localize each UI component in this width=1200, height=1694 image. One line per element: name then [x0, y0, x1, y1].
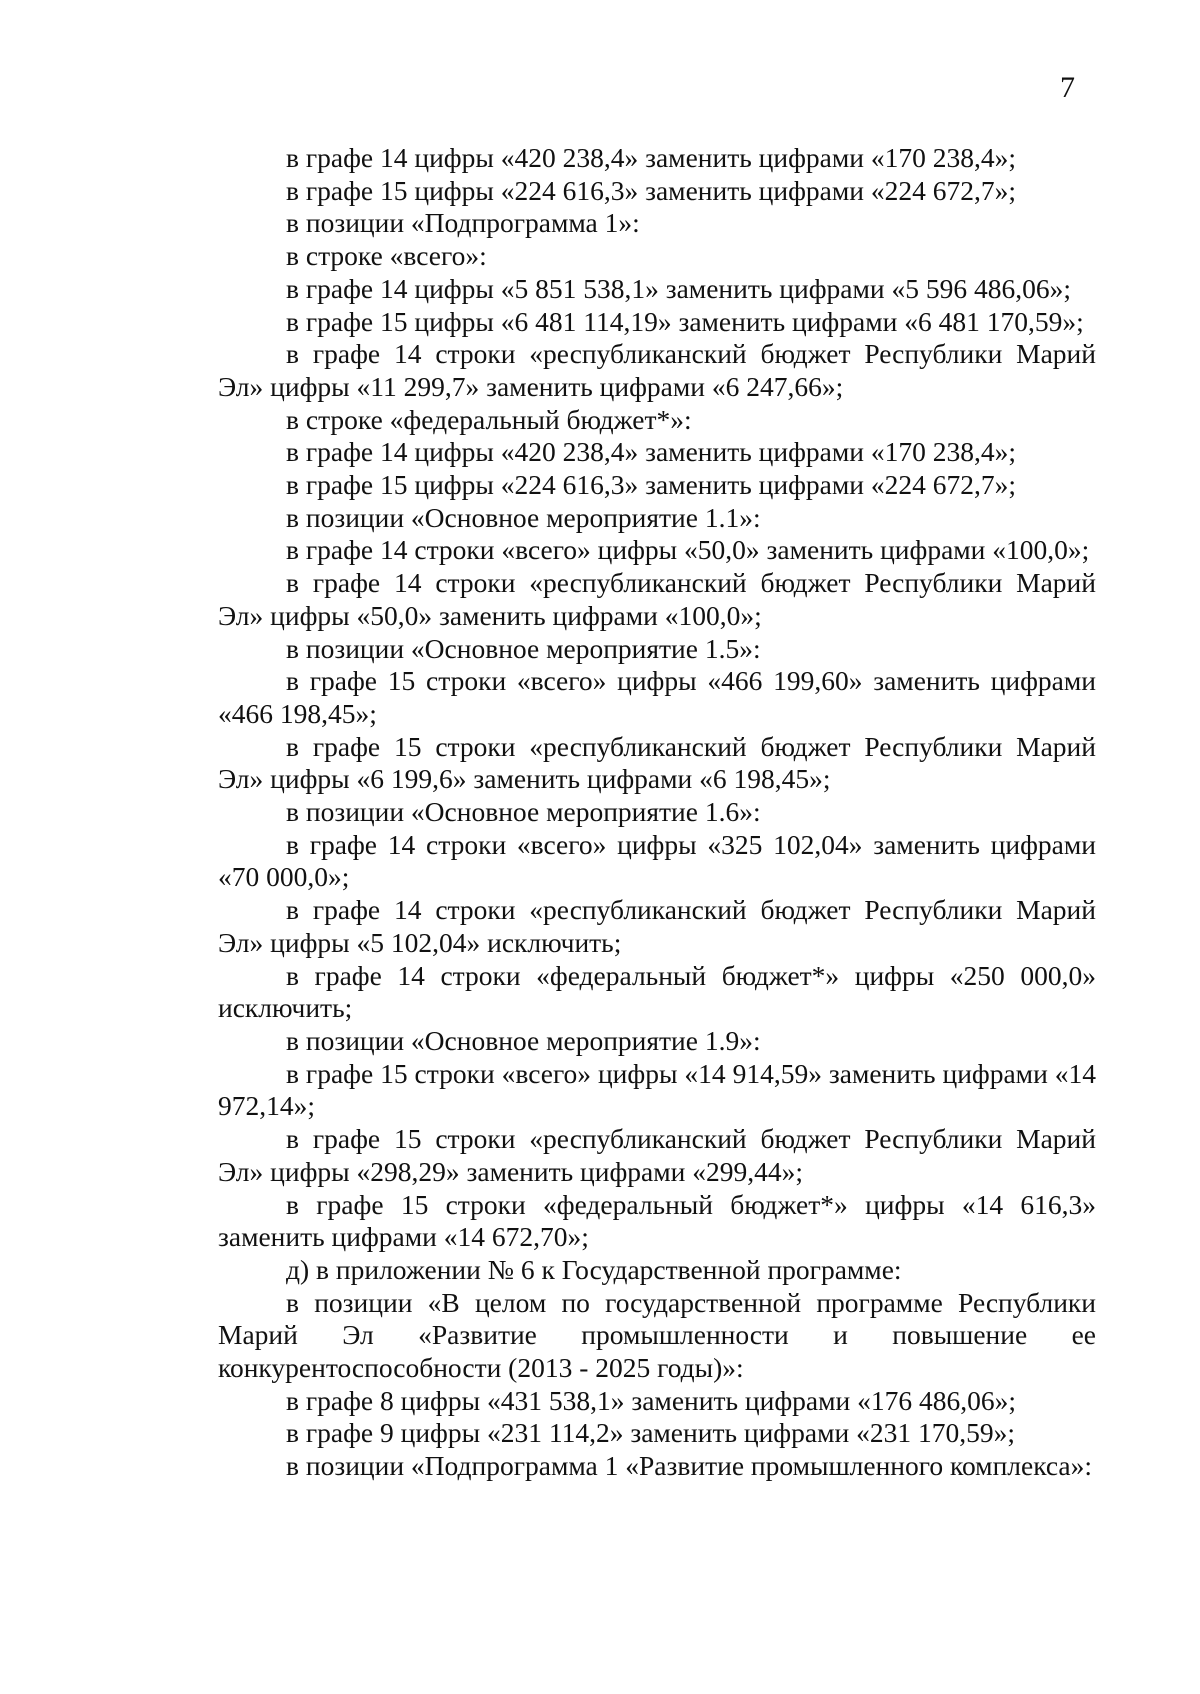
paragraph: в графе 14 строки «всего» цифры «325 102,04» заменить цифрами «70 000,0»; [218, 828, 1096, 893]
paragraph: в графе 14 строки «федеральный бюджет*» цифры «250 000,0» исключить; [218, 959, 1096, 1024]
document-body [218, 142, 1096, 1483]
paragraph: в графе 8 цифры «431 538,1» заменить цифрами «176 486,06»; [286, 1384, 1016, 1416]
paragraph: в графе 14 строки «всего» цифры «50,0» заменить цифрами «100,0»; [286, 534, 1090, 566]
paragraph: в графе 15 строки «всего» цифры «466 199,60» заменить цифрами «466 198,45»; [218, 665, 1096, 729]
paragraph: в графе 14 строки «республиканский бюджет Республики Марий Эл» цифры «11 299,7» заменить цифрами «6 247,66»; [218, 338, 1096, 402]
paragraph: в позиции «Подпрограмма 1 «Развитие промышленного комплекса»: [286, 1450, 1093, 1482]
paragraph: в позиции «Подпрограмма 1»: [286, 207, 640, 239]
paragraph: в графе 15 цифры «6 481 114,19» заменить цифрами «6 481 170,59»; [286, 305, 1084, 337]
paragraph: в графе 14 строки «республиканский бюджет Республики Марий Эл» цифры «50,0» заменить цифрами «100,0»; [218, 567, 1096, 631]
paragraph: в позиции «В целом по государственной программе Республики Марий Эл «Развитие промышленности и повышение ее конкурентоспособности (2013 - 2025 годы)»: [218, 1286, 1096, 1384]
paragraph: д) в приложении № 6 к Государственной программе: [286, 1253, 902, 1285]
paragraph: в строке «всего»: [286, 240, 487, 272]
paragraph: в позиции «Основное мероприятие 1.6»: [286, 796, 761, 828]
paragraph: в графе 14 цифры «420 238,4» заменить цифрами «170 238,4»; [286, 142, 1016, 173]
paragraph: в позиции «Основное мероприятие 1.1»: [286, 501, 761, 533]
paragraph: в позиции «Основное мероприятие 1.9»: [286, 1024, 761, 1056]
paragraph: в графе 15 цифры «224 616,3» заменить цифрами «224 672,7»; [286, 174, 1016, 206]
paragraph: в графе 15 строки «республиканский бюджет Республики Марий Эл» цифры «298,29» заменить цифрами «299,44»; [218, 1123, 1096, 1187]
paragraph: в графе 14 цифры «5 851 538,1» заменить цифрами «5 596 486,06»; [286, 272, 1071, 304]
paragraph: в графе 15 цифры «224 616,3» заменить цифрами «224 672,7»; [286, 469, 1016, 501]
paragraph: в графе 15 строки «всего» цифры «14 914,59» заменить цифрами «14 972,14»; [218, 1057, 1096, 1122]
paragraph: в позиции «Основное мероприятие 1.5»: [286, 632, 761, 664]
paragraph: в графе 15 строки «федеральный бюджет*» цифры «14 616,3» заменить цифрами «14 672,70»; [218, 1188, 1096, 1253]
paragraph: в строке «федеральный бюджет*»: [286, 403, 692, 435]
paragraph: в графе 15 строки «республиканский бюджет Республики Марий Эл» цифры «6 199,6» заменить цифрами «6 198,45»; [218, 730, 1096, 795]
paragraph: в графе 14 цифры «420 238,4» заменить цифрами «170 238,4»; [286, 436, 1016, 468]
paragraph: в графе 14 строки «республиканский бюджет Республики Марий Эл» цифры «5 102,04» исключить; [218, 894, 1096, 958]
page-number: 7 [1060, 71, 1075, 104]
paragraph: в графе 9 цифры «231 114,2» заменить цифрами «231 170,59»; [286, 1417, 1015, 1449]
